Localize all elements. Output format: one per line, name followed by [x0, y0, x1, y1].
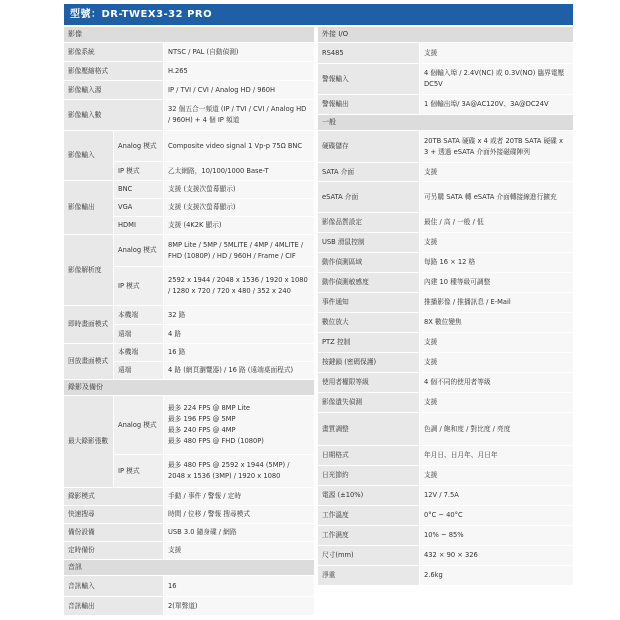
spec-row-input-count [64, 100, 314, 131]
spec-value: 4 路 (網頁瀏覽器) / 16 路 (遠端桌面程式) [164, 362, 314, 379]
spec-value: 32 路 [164, 306, 314, 324]
spec-label: SATA 介面 [318, 163, 420, 181]
section-header-io: 外接 I/O [318, 27, 573, 43]
spec-sublabel: BNC [114, 181, 164, 198]
spec-row-storage [318, 131, 573, 163]
rate-line: 最多 480 FPS @ 2592 x 1944 (5MP) / [168, 461, 290, 469]
spec-label: 工作溫度 [318, 506, 420, 525]
spec-sheet [64, 4, 573, 610]
spec-row-date-format [318, 446, 573, 466]
spec-row-audio-out [64, 597, 314, 616]
spec-label: 電源 (±10%) [318, 486, 420, 505]
spec-sublabel: 本機端 [114, 344, 164, 361]
spec-label: 按鍵鎖 (密碼保護) [318, 353, 420, 372]
spec-row-weight [318, 566, 573, 586]
spec-row-quick-search [64, 506, 314, 524]
spec-value: 8MP Lite / 5MP / 5MLITE / 4MP / 4MLITE / FHD (1080P) / HD / 960H / Frame / CIF [164, 235, 314, 266]
spec-sublabel: VGA [114, 199, 164, 216]
spec-value: 支援 (4K2K 顯示) [164, 217, 314, 234]
spec-label: USB 滑鼠控制 [318, 233, 420, 252]
spec-row-alarm-in [318, 64, 573, 95]
spec-row-picture-adjust [318, 413, 573, 446]
spec-value: 內建 10 種等級可調整 [420, 273, 573, 292]
spec-row-user-levels [318, 373, 573, 393]
section-header-general: 一般 [318, 115, 573, 131]
spec-value: H.265 [164, 62, 314, 80]
spec-label: 錄影模式 [64, 488, 164, 505]
spec-value: 432 × 90 × 326 [420, 546, 573, 565]
spec-row-dimensions [318, 546, 573, 566]
spec-row-scheduled-backup [64, 542, 314, 560]
spec-row-input-source [64, 81, 314, 100]
spec-label: 數位放大 [318, 313, 420, 332]
spec-value: 支援 [420, 466, 573, 485]
spec-value: 支援 [420, 163, 573, 181]
spec-row-backup-device [64, 524, 314, 542]
spec-subrow [114, 199, 314, 217]
spec-label: 硬碟儲存 [318, 131, 420, 162]
spec-label: 影像輸入數 [64, 100, 164, 130]
spec-row-audio-in [64, 576, 314, 597]
spec-label: 影像輸出 [64, 181, 114, 234]
spec-value: 1 個輸出埠/ 3A@AC120V、3A@DC24V [420, 95, 573, 114]
spec-value: 支援 [164, 542, 314, 559]
right-spec-column [318, 27, 573, 586]
left-spec-column [64, 27, 314, 616]
spec-value: NTSC / PAL (自動偵測) [164, 43, 314, 61]
spec-value: 16 [164, 576, 314, 596]
spec-value: 支援 [420, 393, 573, 412]
model-title: 型號：DR-TWEX3-32 PRO [64, 4, 573, 25]
spec-sublabel: HDMI [114, 217, 164, 234]
spec-value: 可另購 SATA 轉 eSATA 介面轉接線進行擴充 [420, 182, 573, 212]
spec-label: 影像品質設定 [318, 213, 420, 232]
spec-row-record-mode [64, 488, 314, 506]
spec-row-dst [318, 466, 573, 486]
spec-sublabel: IP 模式 [114, 455, 164, 487]
spec-value: 20TB SATA 硬碟 x 4 或者 20TB SATA 硬碟 x 3 + 透過 eSATA 介面外接磁碟陣列 [420, 131, 573, 162]
section-header-audio: 音訊 [64, 560, 314, 576]
spec-label: 尺寸(mm) [318, 546, 420, 565]
spec-row-humidity [318, 526, 573, 546]
spec-value: 8X 數位變焦 [420, 313, 573, 332]
spec-row-digital-zoom [318, 313, 573, 333]
spec-value: 支援 [420, 43, 573, 63]
spec-row-ptz [318, 333, 573, 353]
spec-row-video-loss [318, 393, 573, 413]
spec-row-video-system [64, 43, 314, 62]
spec-sublabel: 遠端 [114, 362, 164, 379]
spec-label: 最大錄影張數 [64, 396, 114, 487]
spec-subrow [114, 162, 314, 180]
spec-value: 年月日、日月年、月日年 [420, 446, 573, 465]
spec-label: 備份設備 [64, 524, 164, 541]
section-header-video: 影像 [64, 27, 314, 43]
spec-sublabel: Analog 模式 [114, 396, 164, 454]
spec-row-compression [64, 62, 314, 81]
spec-row-alarm-out [318, 95, 573, 115]
spec-label: 動作偵測敏感度 [318, 273, 420, 292]
spec-row-quality [318, 213, 573, 233]
spec-group-video-input [64, 131, 314, 181]
spec-subrow [114, 306, 314, 325]
spec-value: 最佳 / 高 / 一般 / 低 [420, 213, 573, 232]
spec-label: 動作偵測區域 [318, 253, 420, 272]
spec-value: USB 3.0 隨身碟 / 網路 [164, 524, 314, 541]
rate-line: 最多 240 FPS @ 4MP [168, 426, 236, 434]
spec-label: 警報輸出 [318, 95, 420, 114]
spec-row-sata [318, 163, 573, 182]
spec-label: RS485 [318, 43, 420, 63]
spec-value: 32 個五合一頻道 (IP / TVI / CVI / Analog HD / 960H) + 4 個 IP 頻道 [164, 100, 314, 130]
spec-row-esata [318, 182, 573, 213]
spec-label: 影像解析度 [64, 235, 114, 305]
spec-value: 支援 (支援次螢幕顯示) [164, 181, 314, 198]
spec-row-usb-mouse [318, 233, 573, 253]
spec-label: 影像壓縮格式 [64, 62, 164, 80]
spec-subrow [114, 181, 314, 199]
spec-value: 支援 [420, 333, 573, 352]
spec-label: eSATA 介面 [318, 182, 420, 212]
section-header-recording: 錄影及備份 [64, 380, 314, 396]
spec-row-event-notify [318, 293, 573, 313]
spec-group-resolution [64, 235, 314, 306]
spec-sublabel: IP 模式 [114, 267, 164, 305]
rate-line: 最多 196 FPS @ 5MP [168, 415, 236, 423]
spec-value: 2.6kg [420, 566, 573, 585]
rate-line: 2048 x 1536 (3MP) / 1920 x 1080 [168, 472, 281, 480]
spec-sublabel: Analog 模式 [114, 235, 164, 266]
spec-value: 0°C ~ 40°C [420, 506, 573, 525]
rate-line: 最多 224 FPS @ 8MP Lite [168, 404, 250, 412]
spec-value: IP / TVI / CVI / Analog HD / 960H [164, 81, 314, 99]
spec-value: 2592 x 1944 / 2048 x 1536 / 1920 x 1080 / 1280 x 720 / 720 x 480 / 352 x 240 [164, 267, 314, 305]
spec-row-temperature [318, 506, 573, 526]
spec-sublabel: IP 模式 [114, 162, 164, 180]
spec-label: PTZ 控制 [318, 333, 420, 352]
spec-value: 手動 / 事件 / 警報 / 定時 [164, 488, 314, 505]
spec-label: 音訊輸入 [64, 576, 164, 596]
spec-row-key-lock [318, 353, 573, 373]
spec-label: 快速搜尋 [64, 506, 164, 523]
spec-value: 色調 / 飽和度 / 對比度 / 亮度 [420, 413, 573, 445]
spec-subrow [114, 267, 314, 305]
spec-subrow [114, 325, 314, 343]
spec-label: 影像輸入 [64, 131, 114, 180]
spec-value [164, 455, 314, 487]
spec-value: 4 路 [164, 325, 314, 343]
spec-value: 支援 [420, 353, 573, 372]
spec-value: 乙太網路，10/100/1000 Base-T [164, 162, 314, 180]
spec-sublabel: 本機端 [114, 306, 164, 324]
spec-value: 每路 16 × 12 格 [420, 253, 573, 272]
spec-value: 支援 [420, 233, 573, 252]
spec-sublabel: Analog 模式 [114, 131, 164, 161]
spec-label: 即時畫面模式 [64, 306, 114, 343]
spec-label: 日期格式 [318, 446, 420, 465]
spec-row-rs485 [318, 43, 573, 64]
spec-value: 支援 (支援次螢幕顯示) [164, 199, 314, 216]
spec-sublabel: 遠端 [114, 325, 164, 343]
spec-value: 時間 / 位移 / 警報 搜尋模式 [164, 506, 314, 523]
rate-line: 最多 480 FPS @ FHD (1080P) [168, 437, 264, 445]
spec-subrow [114, 217, 314, 234]
spec-subrow [114, 131, 314, 162]
spec-value [164, 396, 314, 454]
spec-label: 使用者權限等級 [318, 373, 420, 392]
spec-subrow [114, 455, 314, 487]
spec-label: 畫質調整 [318, 413, 420, 445]
spec-value: 10% ~ 85% [420, 526, 573, 545]
spec-group-video-output [64, 181, 314, 235]
spec-label: 事件通知 [318, 293, 420, 312]
spec-value: 4 個輸入埠 / 2.4V(NC) 或 0.3V(NO) 臨界電壓 DC5V [420, 64, 573, 94]
spec-label: 影像輸入源 [64, 81, 164, 99]
spec-row-motion-area [318, 253, 573, 273]
spec-value: 4 個不同的使用者等級 [420, 373, 573, 392]
spec-subrow [114, 396, 314, 455]
spec-group-record-rate [64, 396, 314, 488]
spec-label: 回放畫面模式 [64, 344, 114, 379]
spec-group-playback [64, 344, 314, 380]
spec-row-power [318, 486, 573, 506]
spec-value: 2(單聲道) [164, 597, 314, 615]
spec-group-live-view [64, 306, 314, 344]
spec-label: 日光節約 [318, 466, 420, 485]
spec-subrow [114, 362, 314, 379]
spec-label: 定時備份 [64, 542, 164, 559]
spec-row-motion-sensitivity [318, 273, 573, 293]
spec-subrow [114, 235, 314, 267]
spec-value: 16 路 [164, 344, 314, 361]
spec-label: 警報輸入 [318, 64, 420, 94]
spec-value: 12V / 7.5A [420, 486, 573, 505]
spec-subrow [114, 344, 314, 362]
spec-label: 淨重 [318, 566, 420, 585]
spec-label: 影像遺失偵測 [318, 393, 420, 412]
spec-value: 推播影像 / 推播訊息 / E-Mail [420, 293, 573, 312]
spec-label: 影像系統 [64, 43, 164, 61]
spec-value: Composite video signal 1 Vp-p 75Ω BNC [164, 131, 314, 161]
spec-label: 工作濕度 [318, 526, 420, 545]
spec-label: 音訊輸出 [64, 597, 164, 615]
